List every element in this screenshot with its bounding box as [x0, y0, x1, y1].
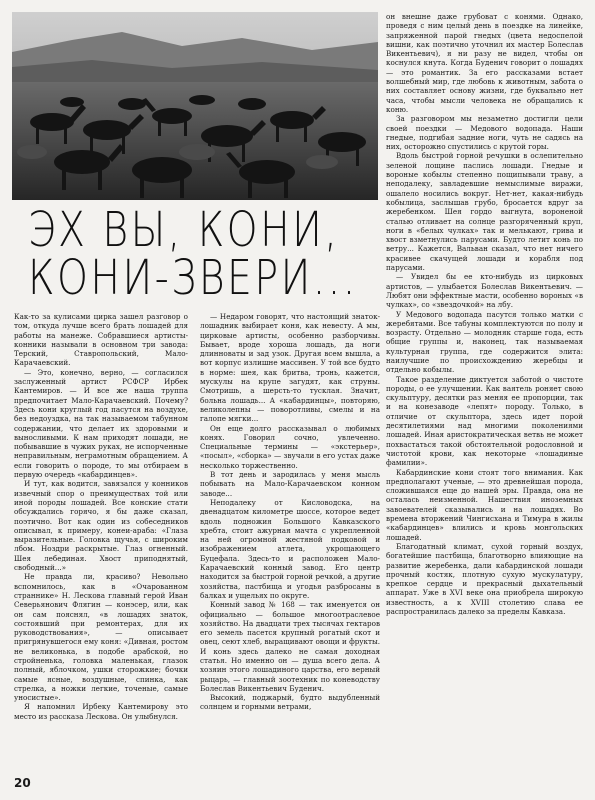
paragraph: Благодатный климат, сухой горный воздух, богатейшие пастбища, благотворно влияющие на развитие жеребенка, дали кабардинской лошади прочный костяк, плотную сухую мускулатуру, крепкое сердце и прекрасный дыхательный аппарат. Уже в XVI веке она приобрела широкую известность, а к XVIII столетию слава ее распространилась далеко за пределы Кавказа.: [386, 541, 583, 616]
paragraph: он внешне даже грубоват с конями. Однако, проведя с ним целый день в поездке на линейке, запряженной парой гнедых (цвета недоспелой вишни, как поэтично уточнил их мастер Болеслав Викентьевич), я ни разу не видел, чтобы он коснулся кнута. Когда Буденич говорит о лошадях — это романтик. За его рассказами встает волшебный мир, где любовь к животным, забота о них составляет основу жизни, где буквально нет часа, чтобы мысли человека не обращались к коню.: [386, 12, 583, 114]
article-title: [28, 202, 358, 306]
paragraph: — Увидел бы ее кто-нибудь из цирковых артистов, — улыбается Болеслав Викентьевич. — Любят они эффектные масти, особенно вороных «в чулках», со «звездочкой» на лбу.: [386, 272, 583, 310]
paragraph: И тут, как водится, завязался у конников извечный спор о преимуществах той или иной породы лошадей. Все конские стати обсуждались горячо, я бы даже сказал, поэтично. Вот как один из собеседников описывал, к примеру, конеи-араба: «Глаза выразительные. Головка щучья, с широким лбом. Ноздри раскрытые. Глаз огненный. Шея лебединая. Хвост приподнятый, свободный...»: [14, 479, 188, 573]
text-column-left: [14, 312, 188, 780]
horses-in-pasture-image: [12, 12, 378, 200]
lead-paragraph: Как-то за кулисами цирка зашел разговор о том, откуда лучше всего брать лошадей для работы на манеже. Собравшиеся артисты-конники называли в основном три завода: Терский, Ставропольский, Мало-Карачаевский.: [14, 312, 188, 368]
paragraph: Конный завод № 168 — так именуется он официально — большое многоотраслевое хозяйство. На двадцати трех тысячах гектаров его земель пасется крупный рогатый скот и овец, сеют хлеб, выращивают овощи и фрукты. И конь здесь далеко не самая доходная статья. Но именно он — душа всего дела. А хозяин этого лошадиного царства, его верный рыцарь, — главный зоотехник по коневодству Болеслав Викентьевич Буденич.: [200, 600, 380, 693]
title-line-1: ЭХ ВЫ, КОНИ,: [28, 202, 340, 258]
text-column-middle: [200, 312, 380, 780]
horses-photo: [12, 12, 378, 200]
paragraph: — Недаром говорят, что настоящий знаток-лошадник выбирает коня, как невесту. А мы, цирковые артисты, особенно разборчивы. Бывает, вроде хороша лошадь, да ноги длинноваты и зад узок. Другая всем вышла, а вот корпус излишне массивен. У той все будто в норме: шея, как бритва, тронь, кажется, мускулы на крупе загудят, как струны. Смотришь, а шерсть-то тусклая. Значит, больна лошадь... А «кабардинцы», повторяю, великолепны — поворотливы, смелы и на галопе мягки...: [200, 312, 380, 424]
paragraph: Высокий, поджарый, будто выдубленный солнцем и горными ветрами,: [200, 693, 380, 712]
text-column-right: [386, 12, 583, 768]
paragraph: Не правда ли, красиво? Невольно вспомнилось, как в «Очарованном страннике» Н. Лескова главный герой Иван Северьянович Флягин — конэсер, или, как он сам пояснял, «в лошадях знаток, состоявший при ремонтерах, для их руководствования», — описывает пригрянувшегося ему коня: «Дивная, ростом не великонька, в подобе арабской, но стройненька, головка маленькая, глазок полный, яблочком, ушки сторожкие; бочки самые ясные, воздушные, спинка, как стрелка, а ножки легкие, точеные, самые уносистые».: [14, 572, 188, 703]
paragraph: В тот день и зародилась у меня мысль побывать на Мало-Карачаевском конном заводе...: [200, 470, 380, 498]
paragraph: Вдоль быстрой горной речушки в ослепительно зеленой лощине паслись лошади. Гнедые и вороные кобылы степенно пощипывали траву, а неподалеку, завладевшие немыслимые виражи, ошалело носились вокруг. Нет-нет, какая-нибудь кобылица, заслышав грубо, бросается вдруг за жеребенком. Шея гордо выгнута, вороненой сталью отливает на солнце разгоряченный круп, ноги в «белых чулках» так и мелькают, грива и хвост взметнулись парусами. Будто летит конь по ветру... Кажется, Вальван сказал, что нет ничего красивее скачущей лошади и корабля под парусами.: [386, 151, 583, 273]
paragraph: Кабардинские кони стоят того внимания. Как предполагают ученые, — это древнейшая порода, сложившаяся еще до нашей эры. Правда, она не осталась неизменной. Нашествия иноземных завоевателей сказывались и на лошадях. Во времена вторжений Чингисхана и Тимура в жилы «кабардинцев» влились и кровь монгольских лошадей.: [386, 467, 583, 542]
paragraph: Он еще долго рассказывал о любимых конях. Говорил сочно, увлеченно. Специальные термины — «экстерьер», «посыл», «сборка» — звучали в его устах даже несколько торжественно.: [200, 423, 380, 470]
paragraph: Такое разделение диктуется заботой о чистоте породы, о ее улучшении. Как ваятель роняет свою скульптуру, десятки раз меняя ее пропорции, так и на конезаводе «лепят» породу. Только, в отличие от скульптора, здесь идет порой десятилетиями над многими поколениями лошадей. Иная аристократическая ветвь не может похвастаться такой обстоятельной родословной и чистотой крови, как некоторые «лошадиные фамилии».: [386, 374, 583, 468]
paragraph: — Это, конечно, верно, — согласился заслуженный артист РСФСР Ирбек Кантемиров. — И все же наша труппа предпочитает Мало-Карачаевский. Почему? Здесь кони круглый год пасутся на воздухе, без недоуздка, на так называемом табунном содержании, что делает их здоровыми и выносливыми. К нам приходят лошади, не побывавшие в чужих руках, не испорченные неправильным, неграмотным обращением. А если говорить о породе, то мы отбираем в первую очередь «кабардинцев».: [14, 367, 188, 480]
paragraph: За разговором мы незаметно достигли цели своей поездки — Медового водопада. Наши гнедые, подгибая задние ноги, чуть не садясь на них, осторожно спустились с крутой горы.: [386, 114, 583, 152]
paragraph: Я напомнил Ирбеку Кантемирову это место из рассказа Лескова. Он улыбнулся.: [14, 702, 188, 721]
title-line-2: КОНИ-ЗВЕРИ...: [28, 250, 358, 306]
page-number: 20: [14, 776, 31, 790]
paragraph: У Медового водопада пасутся только матки с жеребятами. Все табуны комплектуются по полу и возрасту. Отдельно — молодняк старше года, есть общие группы и, наконец, так называемая культурная группа, где содержится элита: наилучшие по происхождению жеребцы и отдельно кобылы.: [386, 309, 583, 375]
paragraph: Неподалеку от Кисловодска, на двенадцатом километре шоссе, которое ведет вдоль подножия Большого Кавказского хребта, стоит ажурная мачта с укрепленной на ней огромной жестяной подковой и изображением атлета, укрощающего Буцефала. Здесь-то и расположен Мало-Карачаевский конный завод. Его центр находится за быстрой горной речкой, а другие хозяйства, пастбища и угодья разбросаны в балках и ущельях по округе.: [200, 497, 380, 600]
